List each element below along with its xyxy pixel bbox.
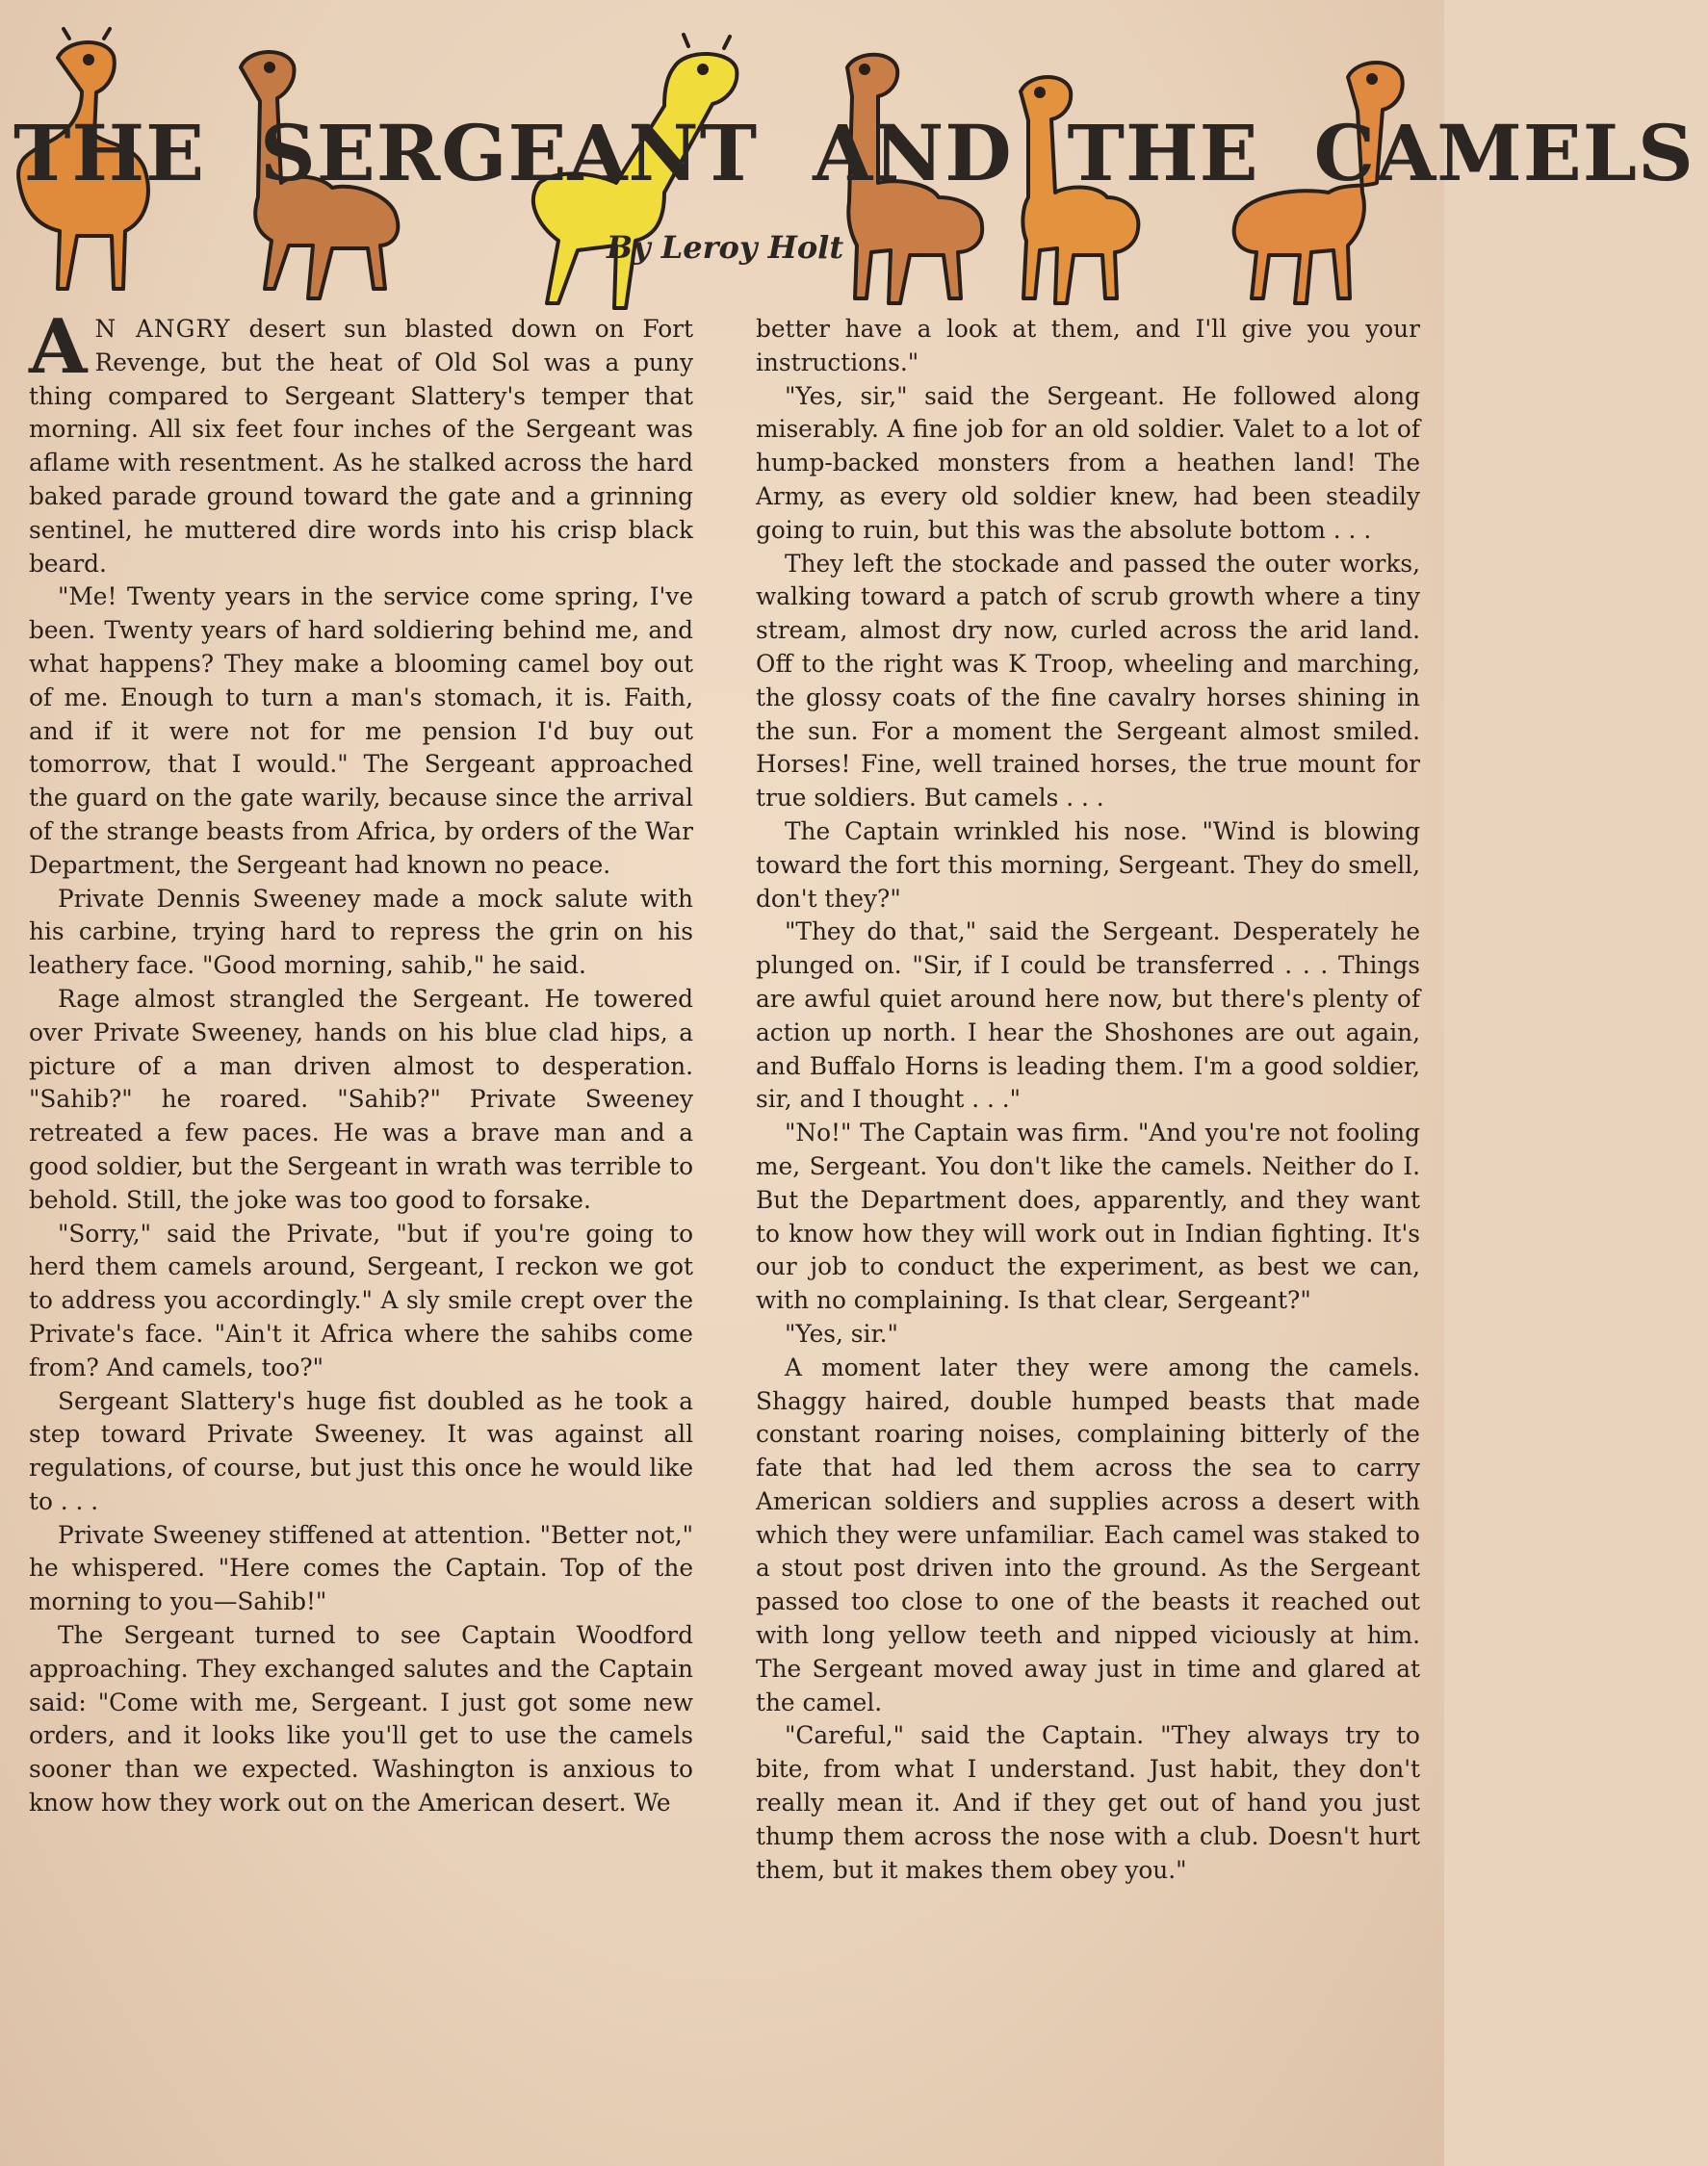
paragraph: Private Dennis Sweeney made a mock salute with his carbine, trying hard to repress the grin on his leathery face. "Good morning, sahib," he said. (29, 884, 693, 980)
paragraph: The Captain wrinkled his nose. "Wind is blowing toward the fort this morning, Sergeant. They do smell, don't they?" (756, 816, 1420, 913)
paragraph: Sergeant Slattery's huge fist doubled as he took a step toward Private Sweeney. It was against all regulations, of course, but just this once he would like to . . . (29, 1386, 693, 1515)
paragraph: They left the stockade and passed the outer works, walking toward a patch of scrub growth where a tiny stream, almost dry now, curled across the arid land. Off to the right was K Troop, wheeling and marching, the glossy coats of the fine cavalry horses shining in the sun. For a moment the Sergeant almost smiled. Horses! Fine, well trained horses, the true mount for true soldiers. But camels . . . (756, 549, 1420, 812)
paragraph: A moment later they were among the camels. Shaggy haired, double humped beasts that made constant roaring noises, complaining bitterly of the fate that had led them across the sea to carry American soldiers and supplies across a desert with which they were unfamiliar. Each camel was staked to a stout post driven into the ground. As the Sergeant passed too close to one of the beasts it reached out with long yellow teeth and nipped viciously at him. The Sergeant moved away just in time and glared at the camel. (756, 1353, 1420, 1716)
right-column (756, 313, 1420, 1887)
title-word: THE (13, 108, 206, 198)
paragraph: "Careful," said the Captain. "They always try to bite, from what I understand. Just habit, they don't really mean it. And if they get out of hand you just thump them across the nose with a club. Doesn't hurt them, but it makes them obey you." (756, 1721, 1420, 1884)
paragraph: The Sergeant turned to see Captain Woodford approaching. They exchanged salutes and the Captain said: "Come with me, Sergeant. I just got some new orders, and it looks like you'll get to use the camels sooner than we expected. Washington is anxious to know how they work out on the American desert. We (29, 1621, 693, 1818)
title-word: CAMELS (1313, 108, 1695, 198)
drop-cap: A (29, 303, 88, 391)
paragraph: "Yes, sir," said the Sergeant. He followed along miserably. A fine job for an old soldier. Valet to a lot of hump-backed monsters from a heathen land! The Army, as every old soldier knew, had been steadily going to ruin, but this was the absolute bottom . . . (756, 381, 1420, 544)
title-word: THE (1067, 108, 1259, 198)
paragraph (29, 303, 693, 580)
title-word: SERGEANT (259, 108, 759, 198)
title-word: AND (813, 108, 1013, 198)
paragraph: "No!" The Captain was firm. "And you're not fooling me, Sergeant. You don't like the camels. Neither do I. But the Department does, apparently, and they want to know how they will work out in Indian fighting. It's our job to conduct the experiment, as best we can, with no complaining. Is that clear, Sergeant?" (756, 1119, 1420, 1315)
story-title (0, 108, 1695, 198)
paragraph-text: desert sun blasted down on Fort Revenge, but the heat of Old Sol was a puny thing compared to Sergeant Slattery's temper that morning. All six feet four inches of the Sergeant was aflame with resentment. As he stalked across the hard baked parade ground toward the gate and a grinning sentinel, he muttered dire words into his crisp black beard. (29, 315, 693, 578)
paragraph: "Me! Twenty years in the service come spring, I've been. Twenty years of hard soldiering behind me, and what happens? They make a blooming camel boy out of me. Enough to turn a man's stomach, it is. Faith, and if it were not for me pension I'd buy out tomorrow, that I would." The Sergeant approached the guard on the gate warily, because since the arrival of the strange beasts from Africa, by orders of the War Department, the Sergeant had known no peace. (29, 582, 693, 879)
paragraph: "Sorry," said the Private, "but if you're going to herd them camels around, Sergeant, I reckon we got to address you accordingly." A sly smile crept over the Private's face. "Ain't it Africa where the sahibs come from? And camels, too?" (29, 1219, 693, 1381)
paragraph: Rage almost strangled the Sergeant. He towered over Private Sweeney, hands on his blue clad hips, a picture of a man driven almost to desperation. "Sahib?" he roared. "Sahib?" Private Sweeney retreated a few paces. He was a brave man and a good soldier, but the Sergeant in wrath was terrible to behold. Still, the joke was too good to forsake. (29, 984, 693, 1214)
left-column (29, 303, 693, 1820)
story-header (0, 0, 1695, 308)
paragraph: better have a look at them, and I'll give you your instructions." (756, 315, 1420, 376)
lead-in: N ANGRY (94, 315, 231, 343)
paragraph: "Yes, sir." (785, 1319, 898, 1348)
paragraph: Private Sweeney stiffened at attention. "Better not," he whispered. "Here comes the Captain. Top of the morning to you—Sahib!" (29, 1520, 693, 1616)
paragraph: "They do that," said the Sergeant. Desperately he plunged on. "Sir, if I could be transferred . . . Things are awful quiet around here now, but there's plenty of action up north. I hear the Shoshones are out again, and Buffalo Horns is leading them. I'm a good soldier, sir, and I thought . . ." (756, 917, 1420, 1114)
byline: By Leroy Holt (607, 229, 844, 266)
